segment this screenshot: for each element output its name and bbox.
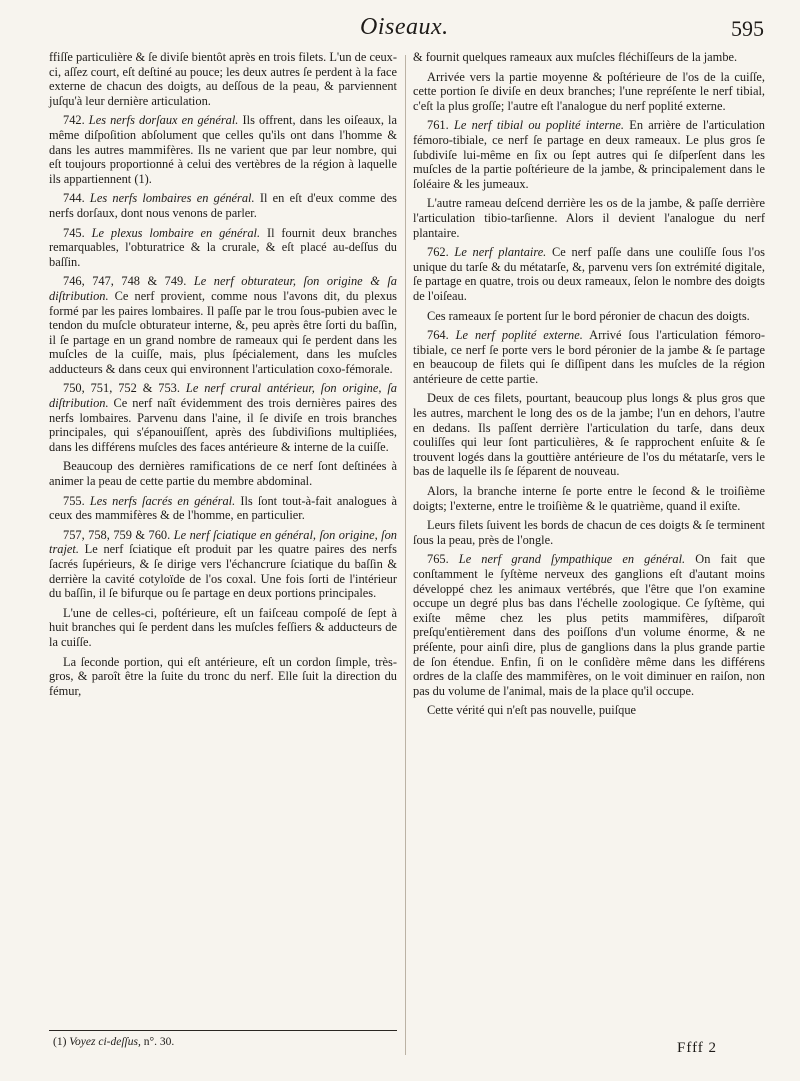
- paragraph-text: Ce nerf naît évidemment des trois dernières paires des nerfs lombaires. Parvenu dans l'aine, il ſe diviſe en trois branches principales, qui s'épanouiſſent, après des ſubdiviſions multipliées, dans les différens muſcles des faces antérieure & interne de la cuiſſe.: [49, 396, 397, 454]
- paragraph-heading: Le nerf tibial ou poplité interne.: [453, 118, 624, 133]
- paragraph-text: Ils ſont tout-à-fait analogues à ceux des mammifères & de l'homme, en particulier.: [49, 493, 398, 523]
- paragraph-number: 764.: [427, 328, 449, 343]
- paragraph-heading: Le nerf grand ſympathique en général.: [458, 552, 686, 567]
- footnote-ref: Voyez ci-deſſus,: [69, 1036, 141, 1048]
- paragraph-text: Ces rameaux ſe portent ſur le bord péronier de chacun des doigts.: [427, 308, 750, 323]
- page-title: Oiseaux.: [360, 14, 449, 40]
- paragraph-heading: Les nerfs ſacrés en général.: [89, 493, 236, 508]
- paragraph: [49, 459, 397, 488]
- continued-paragraph: [49, 50, 397, 108]
- paragraph: [49, 655, 397, 699]
- paragraph-heading: Le nerf ſciatique en général, ſon origine, ſon trajet.: [49, 527, 397, 557]
- paragraph-text: Ils offrent, dans les oiſeaux, la même diſpoſition abſolument que celles qu'ils ont dans l'homme & dans les autres mammifères. Ils ne varient que par leur nombre, qui eſt toujours proportionné à celui des vertèbres de la région à laquelle ils appartiennent (1).: [49, 113, 397, 186]
- paragraph-number: 750, 751, 752 & 753.: [63, 381, 180, 396]
- paragraph-number: 746, 747, 748 & 749.: [63, 274, 187, 289]
- paragraph: [49, 606, 397, 650]
- paragraph: [49, 494, 397, 523]
- paragraph-text: Il fournit deux branches remarquables, l'obturatrice & la crurale, & eſt placé au-deſſus du baſſin.: [49, 225, 397, 269]
- paragraph: [413, 118, 765, 191]
- continued-paragraph: [413, 50, 765, 65]
- left-column: [49, 50, 397, 703]
- paragraph: [49, 113, 397, 186]
- paragraph-heading: Le nerf crural antérieur, ſon origine, ſa diſtribution.: [49, 381, 397, 411]
- paragraph-number: 744.: [63, 191, 85, 206]
- paragraph-heading: Les nerfs dorſaux en général.: [88, 113, 239, 128]
- paragraph-number: 761.: [427, 118, 449, 133]
- paragraph-number: 757, 758, 759 & 760.: [63, 527, 171, 542]
- paragraph-text: Deux de ces filets, pourtant, beaucoup plus longs & plus gros que les autres, marchent le long des os de la jambe; l'un en dehors, l'autre en dedans. Ils paſſent derrière l'articulation du tarſe, dans deux couliſſes qui leur ſont particulières, & ſe rapprochent enſuite & ſe trouvent logés dans la gouttière antérieure de l'os du métatarſe, vers le bas de laquelle ils ſe ſéparent de nouveau.: [413, 391, 765, 479]
- paragraph-heading: Le plexus lombaire en général.: [91, 225, 261, 240]
- footnote: [53, 1036, 393, 1048]
- paragraph: [413, 328, 765, 386]
- paragraph-number: 762.: [427, 245, 449, 260]
- paragraph: [49, 226, 397, 270]
- paragraph-text: Beaucoup des dernières ramifications de ce nerf ſont deſtinées à animer la peau de cette partie du membre abdominal.: [49, 459, 397, 489]
- paragraph: [413, 245, 765, 303]
- paragraph: [413, 484, 765, 513]
- footnote-marker: (1): [53, 1036, 67, 1048]
- paragraph-text: Ce nerf paſſe dans une couliſſe ſous l'os unique du tarſe & du métatarſe, &, parvenu vers ſon extrémité digitale, ſe partage en quatre, trois ou deux rameaux, ſelon le nombre des doigts de l'oiſeau.: [413, 245, 765, 303]
- column-divider: [405, 55, 406, 1055]
- paragraph-text: Leurs filets ſuivent les bords de chacun de ces doigts & ſe terminent ſous la peau, près de l'ongle.: [413, 518, 765, 547]
- paragraph-heading: Le nerf obturateur, ſon origine & ſa diſtribution.: [49, 274, 397, 303]
- page-number: 595: [731, 16, 764, 41]
- signature-mark: Ffff 2: [677, 1040, 718, 1056]
- paragraph: [413, 196, 765, 240]
- paragraph: [49, 274, 397, 376]
- paragraph-text: Ce nerf provient, comme nous l'avons dit, du plexus formé par les paires lombaires. Il paſſe par le trou ſous-pubien avec le tendon du muſcle obturateur interne, &, peu après être ſorti du baſſin, il ſe partage en un grand nombre de rameaux qui ſe perdent dans les muſcles de la cuiſſe, mais, plus ſpécialement, dans les muſcles adducteurs & dans ceux qui environnent l'articulation coxo-fémorale.: [49, 288, 397, 376]
- paragraph: [49, 191, 397, 220]
- paragraph-text: La ſeconde portion, qui eſt antérieure, eſt un cordon ſimple, très-gros, & paroît être la ſuite du tronc du nerf. Elle ſuit la direction du fémur,: [49, 654, 397, 698]
- paragraph: [49, 381, 397, 454]
- paragraph: [413, 703, 765, 718]
- footnote-rule: [49, 1030, 397, 1031]
- paragraph: [413, 518, 765, 547]
- paragraph-text: ffiſſe particulière & ſe diviſe bientôt après en trois filets. L'un de ceux-ci, aſſez court, eſt deſtiné au pouce; les deux autres ſe perdent à la face externe de chacun des doigts, au deſſous de la peau, & parviennent juſqu'à leur dernière articulation.: [49, 50, 397, 108]
- paragraph-text: Arrivée vers la partie moyenne & poſtérieure de l'os de la cuiſſe, cette portion ſe diviſe en deux branches; l'une repréſente le nerf tibial, c'eſt la plus groſſe; l'autre eſt l'analogue du nerf poplité externe.: [413, 69, 765, 113]
- paragraph-text: L'une de celles-ci, poſtérieure, eſt un faiſceau compoſé de ſept à huit branches qui ſe perdent dans les muſcles feſſiers & adducteurs de la cuiſſe.: [49, 605, 397, 649]
- paragraph-number: 755.: [63, 493, 85, 508]
- paragraph: [413, 309, 765, 324]
- paragraph-text: En arrière de l'articulation fémoro-tibiale, ce nerf ſe partage en deux rameaux. Le plus gros ſe ſubdiviſe lui-même en ſix ou ſept autres qui ſe diſperſent dans les muſcles de la partie poſtérieure de la jambe, & principalement dans le ſoléaire & les jumeaux.: [413, 118, 765, 191]
- paragraph-text: L'autre rameau deſcend derrière les os de la jambe, & paſſe derrière l'articulation tibio-tarſienne. Alors il devient l'analogue du nerf plantaire.: [413, 196, 765, 240]
- paragraph-text: Cette vérité qui n'eſt pas nouvelle, puiſque: [427, 703, 637, 718]
- paragraph-number: 742.: [63, 113, 85, 128]
- paragraph-heading: Le nerf poplité externe.: [455, 328, 583, 343]
- paragraph-number: 765.: [427, 552, 449, 567]
- paragraph-number: 745.: [63, 225, 85, 240]
- paragraph-heading: Le nerf plantaire.: [454, 245, 547, 260]
- paragraph-text: & fournit quelques rameaux aux muſcles fléchiſſeurs de la jambe.: [413, 50, 738, 64]
- paragraph: [413, 391, 765, 479]
- footnote-text: n°. 30.: [143, 1036, 175, 1048]
- paragraph: [413, 552, 765, 698]
- paragraph-text: On fait que conſtamment le ſyſtème nerveux des ganglions eſt d'autant moins développé chez les animaux vertébrés, que l'être que l'on examine occupe un degré plus bas dans l'échelle zoologique. Ce ſyſtème, qui exiſte même chez les plus petits mammifères, diſparoît preſqu'entièrement dans des poiſſons d'un volume énorme, & ne préſente, pour ainſi dire, plus de ganglions dans la plus grande partie de ſon étendue. Enfin, ſi on le conſidère même dans les différens ordres de la claſſe des mammifères, on le voit diminuer en raiſon, non pas du volume de l'animal, mais de la place qu'il occupe.: [413, 552, 765, 698]
- right-column: [413, 50, 765, 723]
- paragraph-text: Arrivé ſous l'articulation fémoro-tibiale, ce nerf ſe porte vers le bord péronier de la jambe & ſe partage en beaucoup de filets qui ſe diſſipent dans les muſcles de la région antérieure de cette partie.: [413, 328, 765, 386]
- paragraph-text: Alors, la branche interne ſe porte entre le ſecond & le troiſième doigts; l'externe, entre le troiſième & le quatrième, quand il exiſte.: [413, 484, 765, 513]
- paragraph: [49, 528, 397, 601]
- running-head: [0, 12, 800, 46]
- paragraph-heading: Les nerfs lombaires en général.: [89, 191, 255, 206]
- paragraph-text: Le nerf ſciatique eſt produit par les quatre paires des nerfs ſacrés ſupérieurs, & ſe dirige vers l'échancrure ſciatique du baſſin & derrière la cavité cotyloïde de l'os coxal. Une fois ſorti de l'intérieur du baſſin, il ſe bifurque ou ſe partage en deux portions principales.: [49, 542, 397, 601]
- paragraph-text: Il en eſt d'eux comme des nerfs dorſaux, dont nous venons de parler.: [49, 191, 397, 220]
- paragraph: [413, 70, 765, 114]
